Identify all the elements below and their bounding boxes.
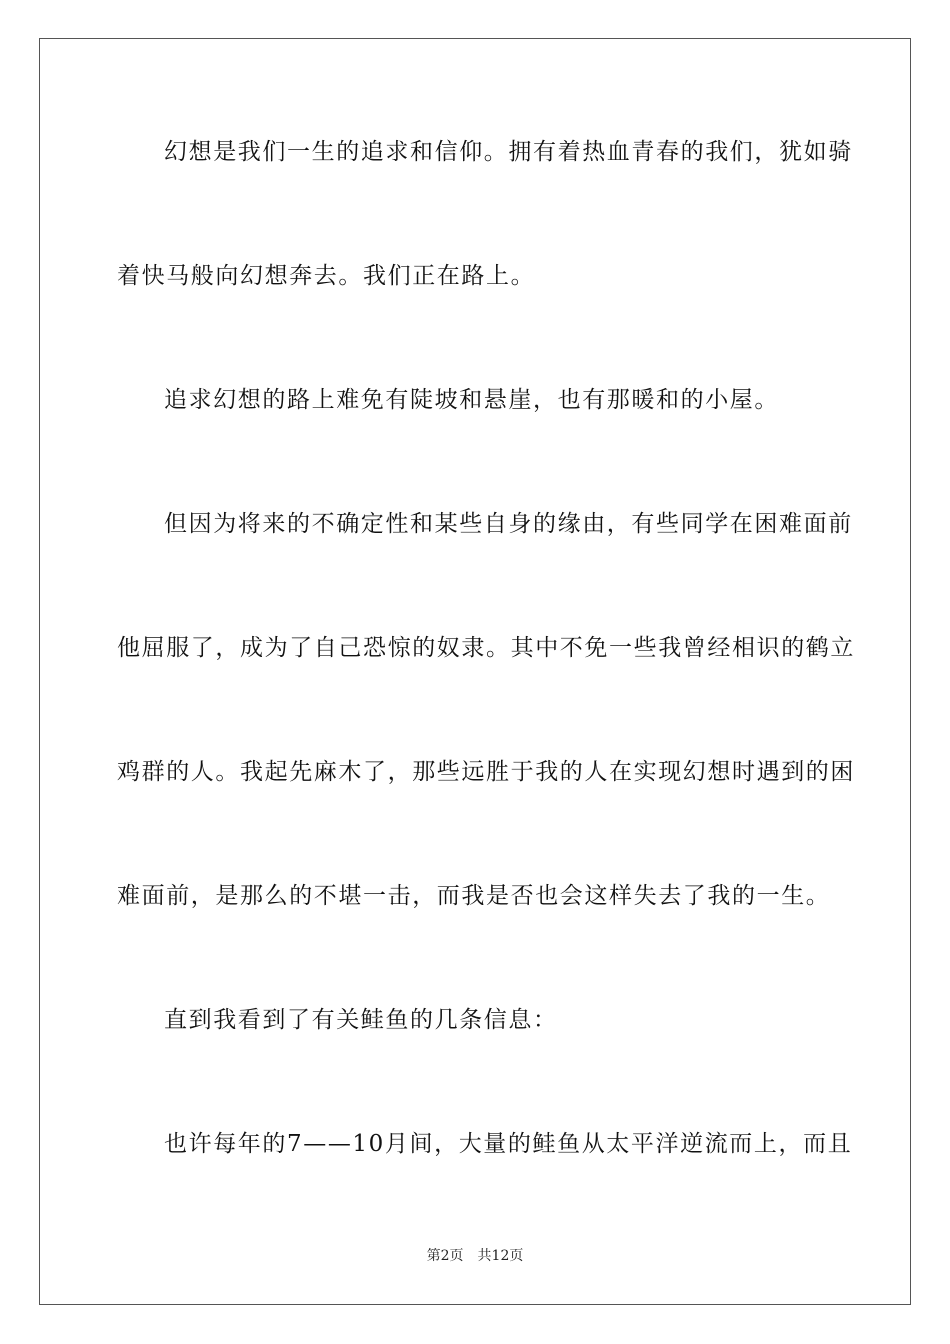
paragraph-3-line-4: 难面前，是那么的不堪一击，而我是否也会这样失去了我的一生。: [117, 883, 831, 909]
paragraph-2-line-1: 追求幻想的路上难免有陡坡和悬崖，也有那暖和的小屋。: [164, 387, 779, 413]
paragraph-3-line-2: 他屈服了，成为了自己恐惊的奴隶。其中不免一些我曾经相识的鹤立: [117, 635, 855, 661]
paragraph-3-line-1: 但因为将来的不确定性和某些自身的缘由，有些同学在困难面前: [164, 511, 853, 537]
paragraph-1-line-2: 着快马般向幻想奔去。我们正在路上。: [117, 263, 536, 289]
page-footer: [0, 1247, 950, 1265]
paragraph-4-line-1: 直到我看到了有关鲑鱼的几条信息：: [164, 1007, 558, 1033]
paragraph-5-line-1: 也许每年的7——10月间，大量的鲑鱼从太平洋逆流而上，而且: [164, 1131, 853, 1157]
page-border: [39, 38, 911, 1305]
total-pages: 共12页: [477, 1248, 524, 1264]
page-number: 第2页: [426, 1248, 464, 1264]
paragraph-3-line-3: 鸡群的人。我起先麻木了，那些远胜于我的人在实现幻想时遇到的困: [117, 759, 855, 785]
paragraph-1-line-1: 幻想是我们一生的追求和信仰。拥有着热血青春的我们，犹如骑: [164, 139, 853, 165]
